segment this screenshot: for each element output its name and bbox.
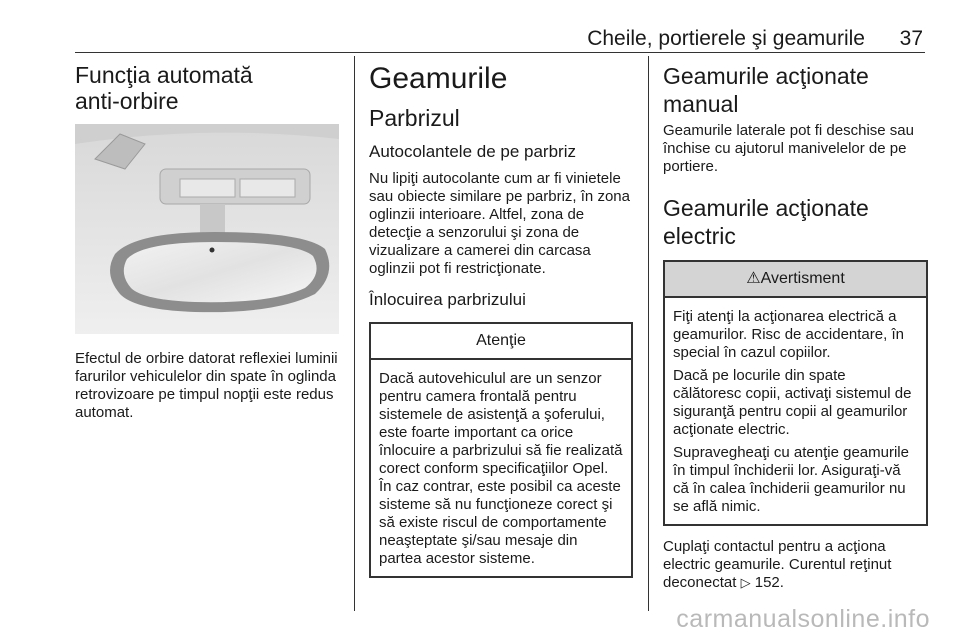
manual-windows-text: Geamurile laterale pot fi deschise sau închise cu ajutorul manivelelor de pe portiere. xyxy=(663,122,914,175)
heading-manual-windows xyxy=(663,62,928,118)
page-ref-icon[interactable]: ▷ xyxy=(740,575,751,590)
caution-box xyxy=(369,322,633,578)
header-title: Cheile, portierele şi geamurile xyxy=(587,27,865,50)
caution-title: Atenţie xyxy=(371,324,631,360)
heading-stickers: Autocolantele de pe parbriz xyxy=(369,142,576,161)
watermark: carmanualsonline.info xyxy=(676,605,930,633)
caution-text: Dacă autovehiculul are un senzor pentru camera frontală pentru sistemele de asistenţă a şoferului, este foarte important ca orice înlocuire a parbrizului să fie realizată corect conform specificaţiilor Opel. În caz contrar, este posibil ca aceste sisteme să nu funcţioneze corect şi să existe riscul de comportamente neaşteptate şi/sau mesaje din partea acestor sisteme. xyxy=(379,370,623,567)
power-windows-sentence: Cuplaţi contactul pentru a acţiona electric geamurile. Curentul reţinut deconectat xyxy=(663,538,892,591)
chapter-title: Geamurile xyxy=(369,62,508,95)
warning-box xyxy=(663,260,928,526)
manual-heading-line-1: Geamurile acţionate xyxy=(663,63,869,89)
heading-power-windows: Geamurile acţionate electric xyxy=(663,195,869,249)
anti-glare-description: Efectul de orbire datorat reflexiei luminii farurilor vehiculelor din spate în oglinda retrovizoare pe timpul nopţii este redus automat. xyxy=(75,350,338,421)
heading-line-2: anti-orbire xyxy=(75,88,179,114)
warning-header xyxy=(665,262,926,298)
heading-line-1: Funcţia automată xyxy=(75,62,253,88)
power-windows-text xyxy=(663,538,928,592)
column-divider-1 xyxy=(354,56,355,611)
manual-heading-line-2: manual xyxy=(663,91,739,117)
warning-paragraph-1: Fiţi atenţi la acţionarea electrică a geamurilor. Risc de accidentare, în special în cazul copiilor. xyxy=(673,308,904,361)
warning-triangle-icon: ⚠ xyxy=(746,270,761,287)
subtitle-windscreen: Parbrizul xyxy=(369,105,460,131)
stickers-text: Nu lipiţi autocolante cum ar fi vinietele sau obiecte similare pe parbriz, în zona oglinzii interioare. Altfel, zona de detecţie a senzorului şi zona de vizualizare a camerei din carcasa oglinzii pot fi restricţionate. xyxy=(369,170,630,277)
heading-replacement: Înlocuirea parbrizului xyxy=(369,290,526,309)
warning-paragraph-2: Dacă pe locurile din spate călătoresc copii, activaţi sistemul de siguranţă pentru copii al geamurilor acţionate electric. xyxy=(673,367,912,438)
column-divider-2 xyxy=(648,56,649,611)
page-ref-number[interactable]: 152. xyxy=(754,574,784,591)
warning-paragraph-3: Supravegheaţi cu atenţie geamurile în timpul închiderii lor. Asiguraţi-vă că în calea închiderii geamurilor nu se află nimic. xyxy=(673,444,909,515)
header-rule xyxy=(75,52,925,53)
section-heading-anti-glare xyxy=(75,62,340,114)
column-anti-glare xyxy=(75,62,340,422)
column-windows xyxy=(369,62,633,578)
page-number: 37 xyxy=(899,27,923,50)
rearview-mirror-illustration xyxy=(75,124,339,334)
column-window-operation xyxy=(663,62,928,592)
warning-title: Avertisment xyxy=(760,270,845,287)
